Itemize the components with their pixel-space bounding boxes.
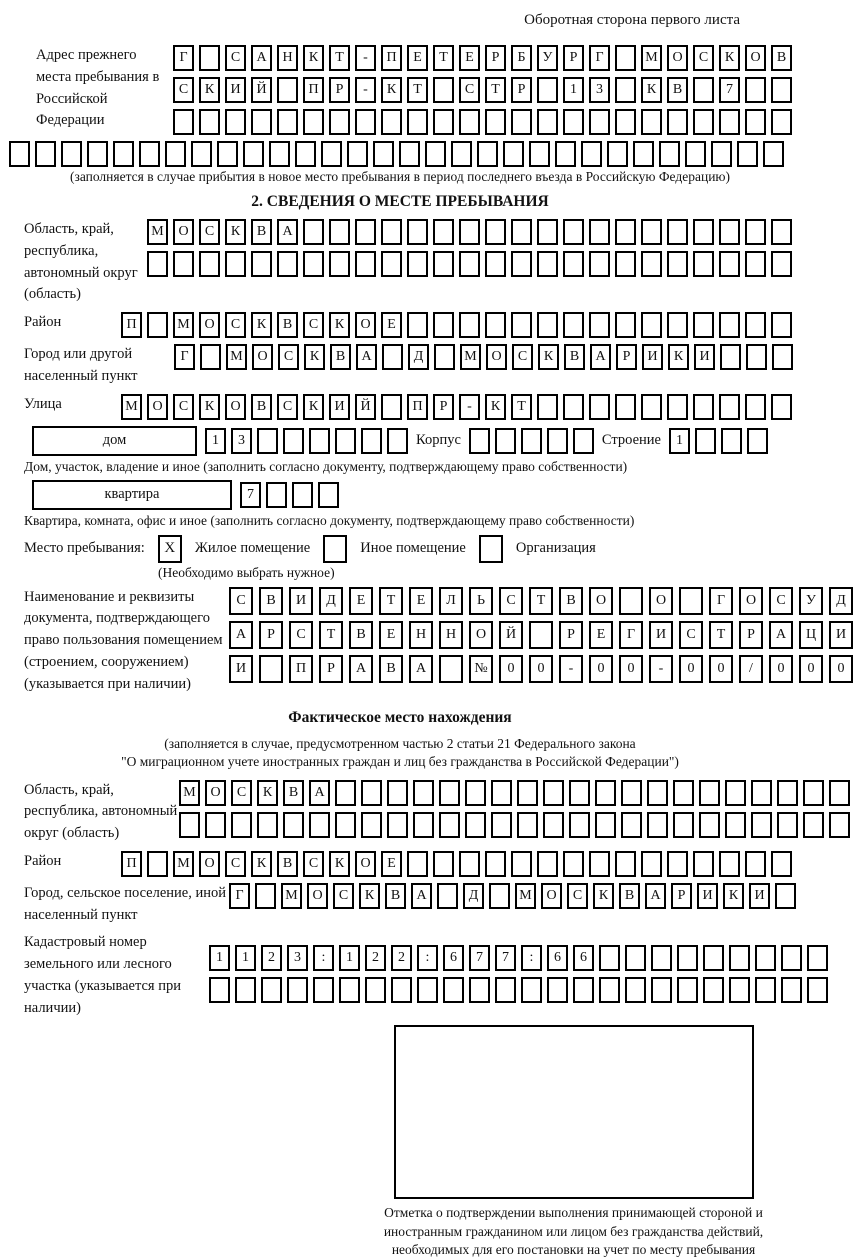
- gorod-label: Город или другой населенный пункт: [24, 346, 138, 384]
- raion-field: [8, 312, 792, 338]
- dom-caption: Дом, участок, владение и иное (заполнить согласно документу, подтверждающему право собственности): [24, 458, 628, 474]
- oblast-label: Область, край, республика, автономный округ (область): [24, 221, 138, 303]
- stamp-area: [381, 1025, 766, 1259]
- stamp-box: [394, 1025, 754, 1199]
- doc-label: Наименование и реквизиты документа, подтверждающего право пользования помещением (строением, сооружением) (указывается при наличии): [24, 588, 223, 692]
- gorod-row[interactable]: Г М О С К В А Д М О С К В А Р И К И: [174, 344, 793, 370]
- dom-box: дом: [32, 426, 197, 456]
- kvartira-cells[interactable]: 7: [240, 482, 339, 508]
- oblast-field: [8, 219, 792, 306]
- korpus-label: Корпус: [416, 432, 461, 448]
- stamp-caption: Отметка о подтверждении выполнения принимающей стороной и иностранным гражданином или лицом без гражданства действий, необходимых для его постановки на учет по месту пребывания: [383, 1205, 764, 1257]
- kvartira-box: квартира: [32, 480, 232, 510]
- oblast-row-1[interactable]: М О С К В А: [147, 219, 792, 245]
- fact-raion-label: Район: [24, 852, 62, 869]
- prev-address-row-3[interactable]: [173, 109, 792, 135]
- korpus-cells[interactable]: [469, 428, 594, 454]
- fact-oblast-row-1[interactable]: М О С К В А: [179, 780, 850, 806]
- prev-address-row-2[interactable]: С К И Й П Р - К Т С Т Р 1 3 К В 7: [173, 77, 792, 103]
- kadastr-field: [8, 932, 792, 1019]
- fact-oblast-row-2[interactable]: [179, 812, 850, 838]
- back-side-note: Оборотная сторона первого листа: [524, 12, 740, 28]
- raion-row[interactable]: П М О С К В С К О Е: [121, 312, 792, 338]
- doc-row-2[interactable]: А Р С Т В Е Н Н О Й Р Е Г И С Т Р А Ц И: [229, 621, 853, 649]
- fact-gorod-row[interactable]: Г М О С К В А Д М О С К В А Р И К И: [229, 883, 796, 909]
- gorod-field: [8, 344, 792, 388]
- kvartira-row: [32, 480, 792, 510]
- doc-field: [8, 587, 847, 696]
- prev-address-field: [8, 45, 792, 135]
- mesto-row: [24, 535, 792, 563]
- raion-label: Район: [24, 314, 62, 330]
- ulitsa-label: Улица: [24, 395, 62, 412]
- mesto-note: (Необходимо выбрать нужное): [158, 564, 335, 580]
- fact-note-2: "О миграционном учете иностранных граждан и лиц без гражданства в Российской Федерации"): [121, 754, 679, 770]
- dom-number-cells[interactable]: 1 3: [205, 428, 408, 454]
- org-label: Организация: [515, 540, 596, 556]
- fact-oblast-label: Область, край, республика, автономный округ (область): [24, 781, 178, 842]
- fact-gorod-label: Город, сельское поселение, иной населенный пункт: [24, 884, 227, 923]
- dom-row: [32, 426, 792, 456]
- oblast-row-2[interactable]: [147, 251, 792, 277]
- fact-raion-row[interactable]: П М О С К В С К О Е: [121, 851, 792, 877]
- ulitsa-field: [8, 394, 792, 420]
- section2-title: 2. СВЕДЕНИЯ О МЕСТЕ ПРЕБЫВАНИЯ: [251, 193, 549, 210]
- kadastr-row-2[interactable]: [209, 977, 828, 1003]
- fact-title: Фактическое место нахождения: [288, 709, 512, 727]
- inoe-checkbox[interactable]: [323, 535, 347, 563]
- fact-oblast-field: [8, 780, 792, 845]
- prev-address-row-1[interactable]: Г С А Н К Т - П Е Т Е Р Б У Р Г М О С К О В: [173, 45, 792, 71]
- zhiloe-label: Жилое помещение: [194, 540, 311, 556]
- kvartira-caption: Квартира, комната, офис и иное (заполнить согласно документу, подтверждающему право собственности): [24, 512, 635, 528]
- mesto-label: Место пребывания:: [24, 540, 145, 556]
- stroenie-cells[interactable]: 1: [669, 428, 768, 454]
- zhiloe-checkbox[interactable]: X: [158, 535, 182, 563]
- doc-row-3[interactable]: И П Р А В А № 0 0 - 0 0 - 0 0 / 0 0 0: [229, 655, 853, 683]
- org-checkbox[interactable]: [479, 535, 503, 563]
- prev-address-row-4[interactable]: [9, 141, 792, 167]
- fact-note-1: (заполняется в случае, предусмотренном частью 2 статьи 21 Федерального закона: [164, 736, 636, 752]
- kadastr-label: Кадастровый номер земельного или лесного участка (указывается при наличии): [24, 934, 181, 1016]
- prev-address-label: Адрес прежнего места пребывания в Российской Федерации: [36, 47, 160, 129]
- stroenie-label: Строение: [601, 432, 661, 448]
- kadastr-row-1[interactable]: 1 1 2 3 : 1 2 2 : 6 7 7 : 6 6: [209, 945, 828, 971]
- fact-gorod-field: [8, 883, 792, 927]
- fact-raion-field: [8, 851, 792, 877]
- doc-row-1[interactable]: С В И Д Е Т Е Л Ь С Т В О О Г О С У Д: [229, 587, 853, 615]
- prev-address-note: (заполняется в случае прибытия в новое место пребывания в период последнего въезда в Российскую Федерацию): [69, 169, 731, 184]
- inoe-label: Иное помещение: [360, 540, 466, 556]
- ulitsa-row[interactable]: М О С К О В С К И Й П Р - К Т: [121, 394, 792, 420]
